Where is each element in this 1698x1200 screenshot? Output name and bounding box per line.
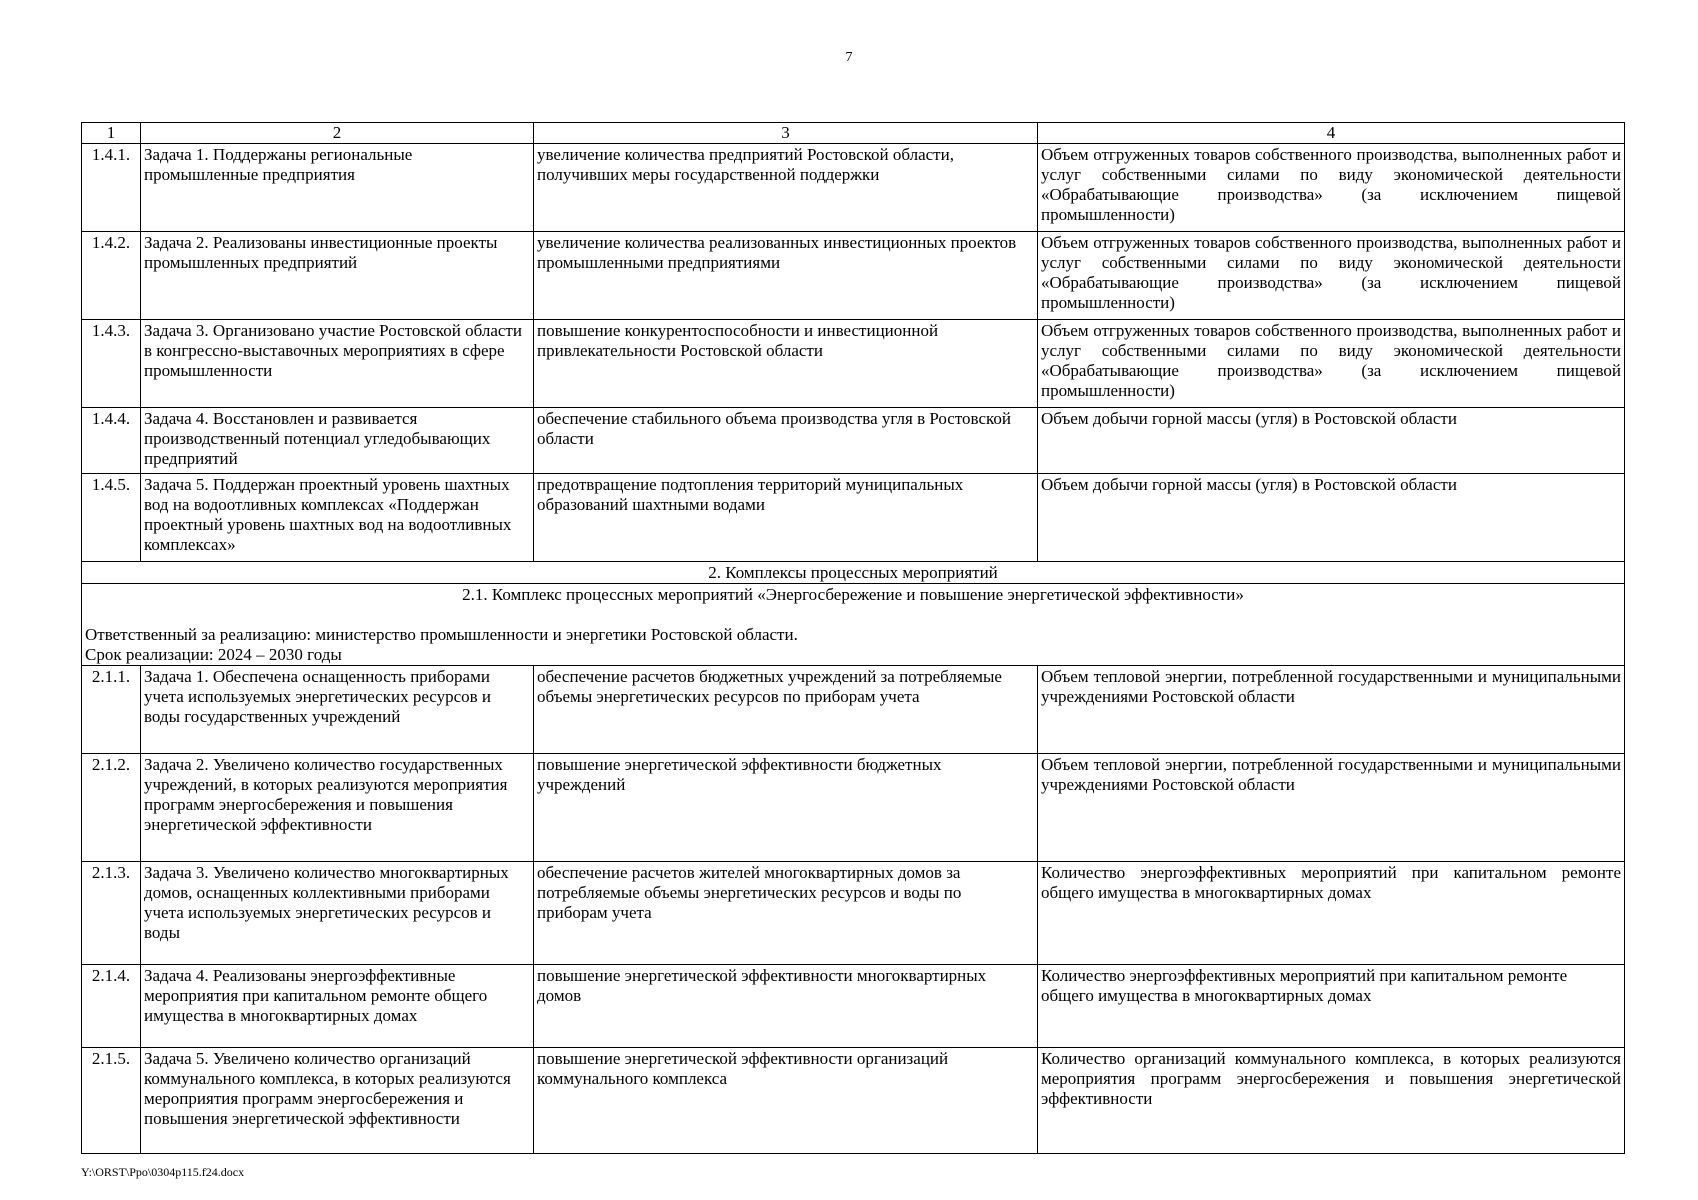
row-number: 2.1.5.	[82, 1048, 141, 1154]
table-row	[82, 408, 1625, 474]
tasks-table	[81, 122, 1625, 1154]
table-row	[82, 754, 1625, 862]
task-cell: Задача 2. Увеличено количество государственных учреждений, в которых реализуются мероприятия программ энергосбережения и повышения энергетической эффективности	[141, 754, 534, 862]
task-cell: Задача 2. Реализованы инвестиционные проекты промышленных предприятий	[141, 232, 534, 320]
indicator-cell: Объем тепловой энергии, потребленной государственными и муниципальными учреждениями Ростовской области	[1038, 754, 1625, 862]
row-number: 2.1.1.	[82, 666, 141, 754]
row-number: 1.4.1.	[82, 144, 141, 232]
task-cell: Задача 5. Поддержан проектный уровень шахтных вод на водоотливных комплексах «Поддержан проектный уровень шахтных вод на водоотливных комплексах»	[141, 474, 534, 562]
indicator-cell: Количество энергоэффективных мероприятий при капитальном ремонте общего имущества в многоквартирных домах	[1038, 862, 1625, 965]
effect-cell: повышение конкурентоспособности и инвестиционной привлекательности Ростовской области	[534, 320, 1038, 408]
effect-cell: обеспечение стабильного объема производства угля в Ростовской области	[534, 408, 1038, 474]
task-cell: Задача 4. Реализованы энергоэффективные мероприятия при капитальном ремонте общего имущества в многоквартирных домах	[141, 965, 534, 1048]
row-number: 2.1.3.	[82, 862, 141, 965]
row-number: 1.4.3.	[82, 320, 141, 408]
row-number: 2.1.2.	[82, 754, 141, 862]
table-row	[82, 1048, 1625, 1154]
indicator-cell: Количество организаций коммунального комплекса, в которых реализуются мероприятия программ энергосбережения и повышения энергетической эффективности	[1038, 1048, 1625, 1154]
effect-cell: повышение энергетической эффективности организаций коммунального комплекса	[534, 1048, 1038, 1154]
page-number: 7	[845, 50, 853, 65]
table-row	[82, 666, 1625, 754]
complex-info	[82, 584, 1625, 666]
indicator-cell: Объем добычи горной массы (угля) в Ростовской области	[1038, 474, 1625, 562]
task-cell: Задача 5. Увеличено количество организаций коммунального комплекса, в которых реализуются мероприятия программ энергосбережения и повышения энергетической эффективности	[141, 1048, 534, 1154]
header-cell-3: 3	[534, 123, 1038, 144]
indicator-cell: Объем отгруженных товаров собственного производства, выполненных работ и услуг собственными силами по виду экономической деятельности «Обрабатывающие производства» (за исключением пищевой промышленности)	[1038, 320, 1625, 408]
task-cell: Задача 1. Обеспечена оснащенность приборами учета используемых энергетических ресурсов и воды государственных учреждений	[141, 666, 534, 754]
indicator-cell: Объем тепловой энергии, потребленной государственными и муниципальными учреждениями Ростовской области	[1038, 666, 1625, 754]
table-row	[82, 862, 1625, 965]
effect-cell: увеличение количества предприятий Ростовской области, получивших меры государственной поддержки	[534, 144, 1038, 232]
indicator-cell: Объем добычи горной массы (угля) в Ростовской области	[1038, 408, 1625, 474]
row-number: 2.1.4.	[82, 965, 141, 1048]
section-title: 2. Комплексы процессных мероприятий	[82, 562, 1625, 584]
footer-file-path: Y:\ORST\Ppo\0304p115.f24.docx	[81, 1165, 245, 1179]
effect-cell: обеспечение расчетов жителей многоквартирных домов за потребляемые объемы энергетических ресурсов и воды по приборам учета	[534, 862, 1038, 965]
section-title-row	[82, 562, 1625, 584]
complex-info-row	[82, 584, 1625, 666]
indicator-cell: Объем отгруженных товаров собственного производства, выполненных работ и услуг собственными силами по виду экономической деятельности «Обрабатывающие производства» (за исключением пищевой промышленности)	[1038, 144, 1625, 232]
task-cell: Задача 1. Поддержаны региональные промышленные предприятия	[141, 144, 534, 232]
complex-responsible: Ответственный за реализацию: министерство промышленности и энергетики Ростовской области.	[85, 625, 798, 644]
header-cell-1: 1	[82, 123, 141, 144]
indicator-cell: Количество энергоэффективных мероприятий при капитальном ремонте общего имущества в многоквартирных домах	[1038, 965, 1625, 1048]
table-row	[82, 232, 1625, 320]
row-number: 1.4.2.	[82, 232, 141, 320]
complex-title: 2.1. Комплекс процессных мероприятий «Энергосбережение и повышение энергетической эффективности»	[462, 585, 1244, 604]
row-number: 1.4.5.	[82, 474, 141, 562]
effect-cell: повышение энергетической эффективности бюджетных учреждений	[534, 754, 1038, 862]
table-row	[82, 474, 1625, 562]
header-cell-4: 4	[1038, 123, 1625, 144]
effect-cell: обеспечение расчетов бюджетных учреждений за потребляемые объемы энергетических ресурсов по приборам учета	[534, 666, 1038, 754]
effect-cell: предотвращение подтопления территорий муниципальных образований шахтными водами	[534, 474, 1038, 562]
effect-cell: повышение энергетической эффективности многоквартирных домов	[534, 965, 1038, 1048]
table-row	[82, 144, 1625, 232]
table-header-row	[82, 123, 1625, 144]
row-number: 1.4.4.	[82, 408, 141, 474]
effect-cell: увеличение количества реализованных инвестиционных проектов промышленными предприятиями	[534, 232, 1038, 320]
table-row	[82, 320, 1625, 408]
complex-period: Срок реализации: 2024 – 2030 годы	[85, 645, 342, 664]
indicator-cell: Объем отгруженных товаров собственного производства, выполненных работ и услуг собственными силами по виду экономической деятельности «Обрабатывающие производства» (за исключением пищевой промышленности)	[1038, 232, 1625, 320]
task-cell: Задача 3. Увеличено количество многоквартирных домов, оснащенных коллективными приборами учета используемых энергетических ресурсов и воды	[141, 862, 534, 965]
table-row	[82, 965, 1625, 1048]
header-cell-2: 2	[141, 123, 534, 144]
task-cell: Задача 3. Организовано участие Ростовской области в конгрессно-выставочных мероприятиях в сфере промышленности	[141, 320, 534, 408]
task-cell: Задача 4. Восстановлен и развивается производственный потенциал угледобывающих предприятий	[141, 408, 534, 474]
